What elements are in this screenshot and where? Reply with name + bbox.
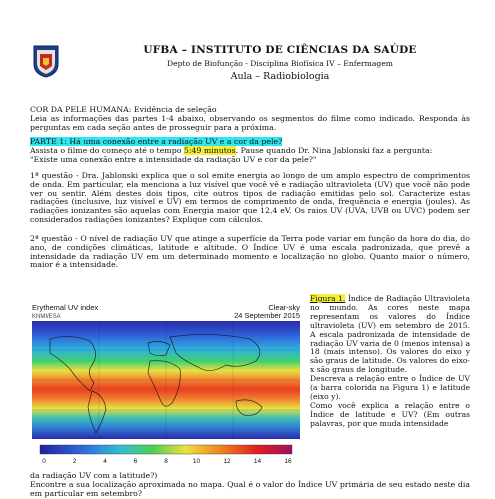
timestamp-highlight: 5:49 minutos [183, 146, 236, 155]
part1-title-text: PARTE 1: Há uma conexão entre a radiação UV e a cor da pele? [30, 137, 283, 146]
map-title: Erythemal UV index [32, 303, 99, 312]
uv-scale-tick-label: 14 [253, 458, 262, 465]
ufba-logo [32, 44, 60, 78]
question-1: 1ª questão - Dra. Jablonski explica que o sol emite energia ao longo de um amplo espectro de comprimentos de onda. Em particular, ela menciona a luz visível que você vê e radiação ultravioleta (UV) que você não pode ver ou sentir. Além destes dois tipos, cite outros tipos de radiação emitidas pelo sol. Caracterize estas radiações (inclusive, luz visível e UV) em termos de comprimento de onda, frequência e energia (joules). As radiações ionizantes são aquelas com Energia maior que 12,4 eV. Os raios UV (UVA, UVB ou UVC) podem ser considerados radiações ionizantes? Explique com cálculos. [30, 171, 470, 224]
uv-scale-ticks [42, 458, 292, 465]
figure-instruction-2: Como você explica a relação entre o Índice de latitude e UV? (Em outras palavras, por que muda intensidade [310, 400, 470, 428]
figure-caption-block [310, 295, 470, 429]
map-condition: Clear-sky [268, 303, 300, 312]
uv-scale-tick-label: 16 [284, 458, 292, 465]
figure-label: Figura 1. [310, 294, 346, 303]
map-source: KNMI/ESA [32, 314, 61, 320]
uv-scale-tick-label: 4 [103, 458, 107, 465]
final-question: Encontre a sua localização aproximada no mapa. Qual é o valor do Índice UV primária de seu estado neste dia em particular em setembro? [30, 480, 470, 498]
uv-scale-tick-label: 12 [223, 458, 231, 465]
figure-caption: Índice de Radiação Ultravioleta no mundo. As cores neste mapa representam os valores do Índice ultravioleta (UV) em setembro de 2015. A escala padronizada de intensidade de radiação UV varia de 0 (menos intensa) a 18 (mais intenso). Os valores do eixo y são graus de latitude. Os valores do eixo-x são graus de longitude. [310, 294, 470, 375]
lesson-title: Aula – Radiobiologia [230, 71, 330, 82]
uv-scale-tick-label: 0 [42, 458, 46, 465]
uv-scale-tick-label: 10 [192, 458, 201, 465]
uv-scale-tick-label: 6 [133, 458, 138, 465]
uv-scale-tick-label: 2 [72, 458, 77, 465]
continuation-text: da radiação UV com a latitude?) [30, 471, 158, 480]
uv-color-scale [40, 445, 292, 454]
watch-before-text: Assista o filme do começo até o tempo [30, 146, 184, 155]
intro-text: Leia as informações das partes 1-4 abaixo, observando os segmentos do filme como indicado. Responda às perguntas em cada seção antes de prosseguir para a próxima. [30, 114, 470, 132]
question-2: 2ª questão - O nível de radiação UV que atinge a superfície da Terra pode variar em função da hora do dia, do ano, de condições climáticas, latitude e altitude. O Índice UV é uma escala padronizada, que prevê a intensidade da radiação UV em um determinado momento e localização no globo. Quanto maior o número, maior é a intensidade. [30, 234, 470, 270]
figure-instruction-1: Descreva a relação entre o Índice de UV (a barra colorida na Figura 1) e latitude (eixo y). [310, 374, 470, 401]
part1-quote: "Existe uma conexão entre a intensidade da radiação UV e cor da pele?" [30, 155, 317, 164]
map-date: 24 September 2015 [234, 311, 300, 320]
intro-heading: COR DA PELE HUMANA: Evidência de seleção [30, 105, 217, 114]
department-line: Depto de Biofunção - Disciplina Biofísica IV – Enfermagem [167, 59, 393, 68]
uv-scale-tick-label: 8 [164, 458, 168, 465]
watch-after-text: . Pause quando Dr. Nina Jablonski faz a pergunta: [235, 146, 433, 155]
uv-index-map [30, 303, 302, 469]
institution-title: UFBA – INSTITUTO DE CIÊNCIAS DA SAÚDE [143, 44, 417, 56]
